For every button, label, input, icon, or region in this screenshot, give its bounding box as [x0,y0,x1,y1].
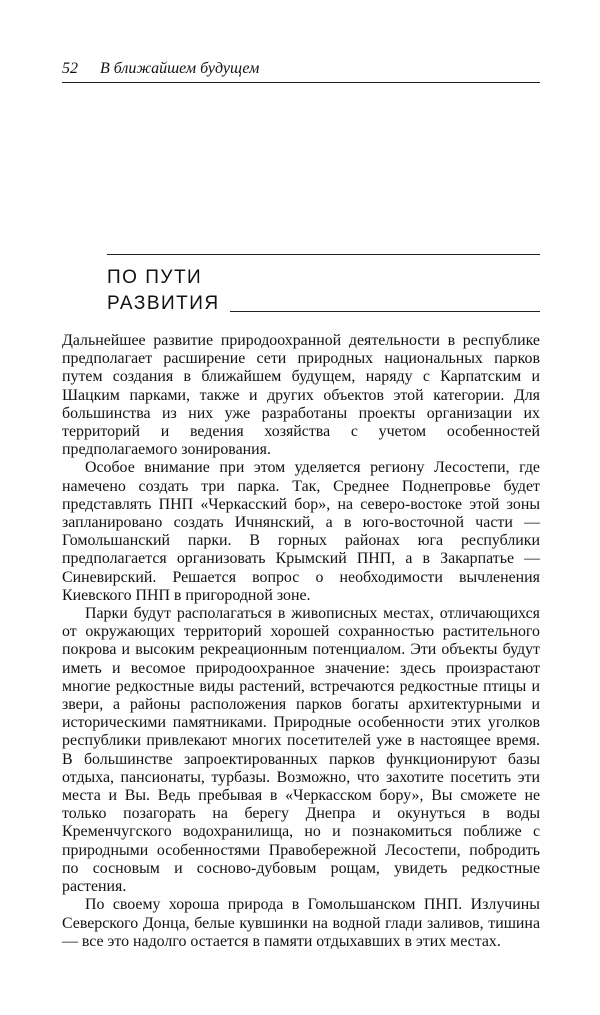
section-title-line-1: ПО ПУТИ [107,267,203,288]
running-title: В ближайшем будущем [100,60,260,77]
page-number: 52 [62,60,78,77]
section-title-line-2-wrapper [107,291,540,317]
page-header [62,58,540,83]
section-title-rule [230,311,540,312]
section-title-line-2: РАЗВИТИЯ [107,293,220,314]
paragraph-2: Особое внимание при этом уделяется региону Лесостепи, где намечено создать три парка. Так, Среднее Поднепровье будет представлять ПНП «Черкасский бор», на северо-востоке этой зоны запланировано создать Ичнянский, а в юго-восточной части — Гомольшанский парки. В горных районах юга республики предполагается организовать Крымский ПНП, а в Закарпатье — Синевирский. Решается вопрос о необходимости вычленения Киевского ПНП в пригородной зоне. [62,459,540,604]
section-title [107,265,540,317]
section-top-rule [107,254,540,255]
paragraph-1: Дальнейшее развитие природоохранной деятельности в республике предполагает расширение сети природных национальных парков путем создания в ближайшем будущем, наряду с Карпатским и Шацким парками, также и других объектов этой категории. Для большинства из них уже разработаны проекты организации их территорий и ведения хозяйства с учетом особенностей предполагаемого зонирования. [62,332,540,459]
paragraph-4: По своему хороша природа в Гомольшанском ПНП. Излучины Северского Донца, белые кувшинки на водной глади заливов, тишина — все это надолго остается в памяти отдыхавших в этих местах. [62,896,540,950]
body-text [62,332,540,951]
paragraph-3: Парки будут располагаться в живописных местах, отличающихся от окружающих территорий хорошей сохранностью растительного покрова и высоким рекреационным потенциалом. Эти объекты будут иметь и весомое природоохранное значение: здесь произрастают многие редкостные виды растений, встречаются редкостные птицы и звери, а районы расположения парков богаты архитектурными и историческими памятниками. Природные особенности этих уголков республики привлекают многих посетителей уже в настоящее время. В большинстве запроектированных парков функционируют базы отдыха, пансионаты, турбазы. Возможно, что захотите посетить эти места и Вы. Ведь пребывая в «Черкасском бору», Вы сможете не только позагорать на берегу Днепра и окунуться в воды Кременчугского водохранилища, но и познакомиться поближе с природными особенностями Правобережной Лесостепи, побродить по сосновым и сосново-дубовым рощам, увидеть редкостные растения. [62,605,540,896]
